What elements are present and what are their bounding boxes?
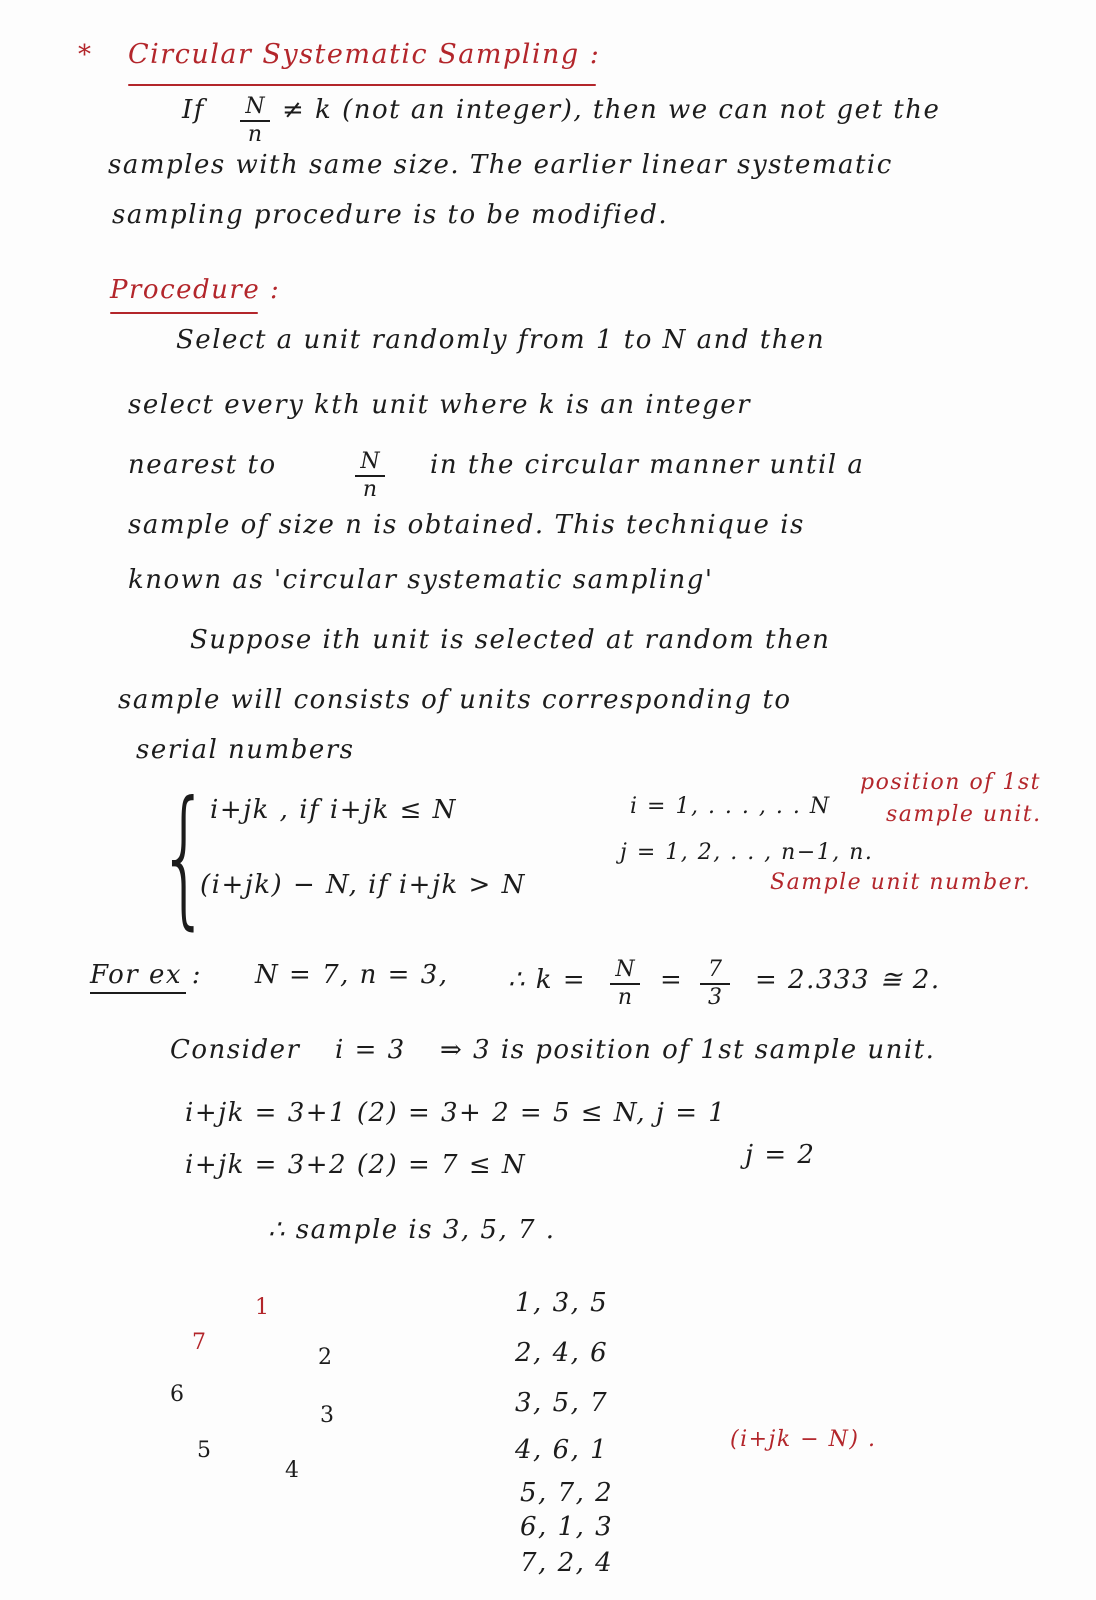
example-label: For ex : [90,960,203,990]
procedure-fraction-denominator: n [362,477,378,502]
procedure-line8: serial numbers [136,735,355,765]
sample-list-item-1: 1, 3, 5 [515,1288,609,1318]
procedure-line6: Suppose ith unit is selected at random then [190,625,831,655]
example-k-value-fraction [700,958,730,1010]
example-k-result: = 2.333 ≅ 2. [755,965,941,995]
procedure-fraction [355,450,385,502]
example-given: N = 7, n = 3, [255,960,449,990]
page-title: Circular Systematic Sampling : [128,39,601,70]
cases-brace: { [158,770,211,944]
procedure-underline [110,312,258,314]
sample-list-item-6: 6, 1, 3 [520,1512,614,1542]
circle-unit-3: 3 [320,1403,334,1428]
title-underline [128,84,596,86]
example-k-equals: = [660,965,684,995]
range-i-note-2: sample unit. [886,802,1042,827]
range-i: i = 1, . . . , . . N [630,794,831,819]
intro-line3: sampling procedure is to be modified. [112,200,669,230]
procedure-line1: Select a unit randomly from 1 to N and then [176,325,826,355]
example-label-underline [90,992,186,994]
sample-list-item-7: 7, 2, 4 [520,1548,614,1578]
intro-fraction-numerator: N [245,94,265,119]
range-i-note-1: position of 1st [860,770,1041,795]
example-consider: Consider [170,1035,301,1065]
procedure-line5: known as 'circular systematic sampling' [128,565,714,595]
intro-if: If [182,95,205,125]
example-calc-2-j: j = 2 [745,1140,816,1170]
example-k-fraction-numerator: N [615,957,635,982]
example-i-value: i = 3 [335,1035,406,1065]
example-k-fraction [610,958,640,1010]
intro-line1: ≠ k (not an integer), then we can not get the [282,95,941,125]
procedure-line2: select every kth unit where k is an integer [128,390,752,420]
sample-list-item-5: 5, 7, 2 [520,1478,614,1508]
procedure-line3-pre: nearest to [128,450,277,480]
intro-fraction-denominator: n [247,122,263,147]
procedure-title: Procedure : [110,275,281,305]
sample-list-item-3: 3, 5, 7 [515,1388,609,1418]
example-calc-1: i+jk = 3+1 (2) = 3+ 2 = 5 ≤ N, j = 1 [185,1098,727,1128]
example-k-fraction-denominator: n [617,985,633,1010]
example-k-pre: ∴ k = [508,965,587,995]
case-two: (i+jk) − N, if i+jk > N [200,870,526,900]
wrap-note: (i+jk − N) . [730,1427,877,1452]
example-implies: ⇒ 3 is position of 1st sample unit. [440,1035,936,1065]
example-sample: ∴ sample is 3, 5, 7 . [268,1215,556,1245]
example-calc-2: i+jk = 3+2 (2) = 7 ≤ N [185,1150,527,1180]
circle-unit-7: 7 [192,1330,206,1355]
range-j: j = 1, 2, . . , n−1, n. [620,840,874,865]
procedure-fraction-numerator: N [360,449,380,474]
intro-line2: samples with same size. The earlier linear systematic [108,150,893,180]
range-j-note: Sample unit number. [770,870,1032,895]
circle-unit-4: 4 [285,1458,299,1483]
sample-list-item-4: 4, 6, 1 [515,1435,609,1465]
procedure-line7: sample will consists of units corresponding to [118,685,792,715]
sample-list-item-2: 2, 4, 6 [515,1338,609,1368]
procedure-line4: sample of size n is obtained. This technique is [128,510,805,540]
circle-unit-6: 6 [170,1382,184,1407]
circle-unit-5: 5 [197,1438,211,1463]
bullet-star: * [78,40,93,70]
circle-unit-2: 2 [318,1345,332,1370]
case-one: i+jk , if i+jk ≤ N [210,795,457,825]
intro-fraction [240,95,270,147]
procedure-line3-post: in the circular manner until a [430,450,865,480]
example-k-numerator: 7 [708,957,722,982]
example-k-denominator: 3 [708,985,722,1010]
circle-unit-1: 1 [255,1295,269,1320]
